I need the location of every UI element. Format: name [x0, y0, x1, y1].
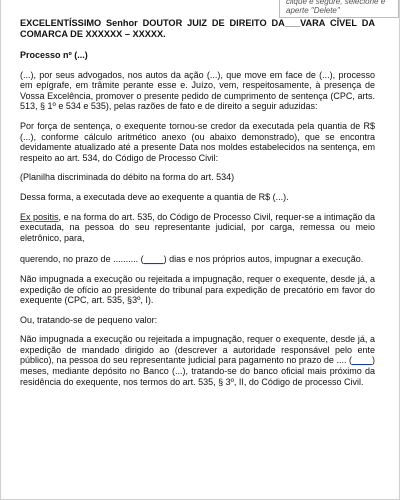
document-body[interactable]: [20, 9, 375, 387]
paragraph-request-summons-text: , e na forma do art. 535, do Código de Processo Civil, requer-se a intimação da executada, na pessoa do seu representante judicial, por carga, remessa ou meio eletrônico, para,: [20, 211, 376, 243]
document-heading: EXCELENTÍSSIMO Senhor DOUTOR JUIZ DE DIREITO DA___VARA CÍVEL DA COMARCA DE XXXXXX – XXXXX.: [20, 18, 375, 39]
paragraph-request-summons: [20, 212, 375, 244]
ex-positis-phrase: Ex positis: [20, 211, 59, 222]
paragraph-precatorio: Não impugnada a execução ou rejeitada a impugnação, requer o exequente, desde já, a expedição de ofício ao presidente do tribunal para expedição de precatório em favor do exequente (CPC, art. 535, §3º, I).: [20, 273, 375, 306]
paragraph-amount-owed: Dessa forma, a executada deve ao exequente a quantia de R$ (...).: [20, 191, 289, 202]
deadline-text-before: querendo, no prazo de .......... (: [20, 254, 144, 265]
deadline-text-after: ) dias e nos próprios autos, impugnar a execução.: [163, 254, 364, 265]
paragraph-introduction: (...), por seus advogados, nos autos da ação (...), que move em face de (...), processo em epígrafe, em trâmite perante esse e. Juízo, vem, respeitosamente, à presença de Vossa Excelência, promover o presente pedido de cumprimento de sentença (CPC, arts. 513, § 1º e 534 e 535), pelas razões de fato e de direito a seguir aduzidas:: [20, 69, 375, 112]
paragraph-deadline: [20, 254, 375, 265]
deadline-blank-field[interactable]: ____: [143, 254, 164, 265]
small-value-text-b: ) meses, mediante depósito no Banco (...), tratando-se do banco oficial mais próximo da residência do exequente, nos termos do art. 535, § 3º, II, do Código de processo Civil.: [20, 355, 375, 387]
paragraph-small-value-request: [20, 334, 375, 387]
small-value-text-a: Não impugnada a execução ou rejeitada a impugnação, requer o exequente, desde já, a expedição de mandado dirigido ao (descrever a autoridade responsável pelo ente público), na pessoa do seu representante judicial para pagamento no prazo de .... (: [20, 334, 375, 366]
months-blank-field[interactable]: ____: [351, 355, 372, 366]
paragraph-small-value-lead: Ou, tratando-se de pequeno valor:: [20, 314, 158, 325]
paragraph-spreadsheet-note: (Planilha discriminada do débito na forma do art. 534): [20, 172, 235, 183]
edit-hint-text: clique e segure, selecione e aperte "Delete": [286, 0, 386, 15]
paragraph-credit: Por força de sentença, o exequente tornou-se credor da executada pela quantia de R$ (...), conforme cálculo aritmético anexo (ou abaixo demonstrado), que se encontra devidamente atualizado até a presente Data nos moldes estabelecidos na sentença, em respeito ao art. 534, do Código de Processo Civil:: [20, 120, 375, 163]
process-number: Processo nº (...): [20, 50, 88, 60]
